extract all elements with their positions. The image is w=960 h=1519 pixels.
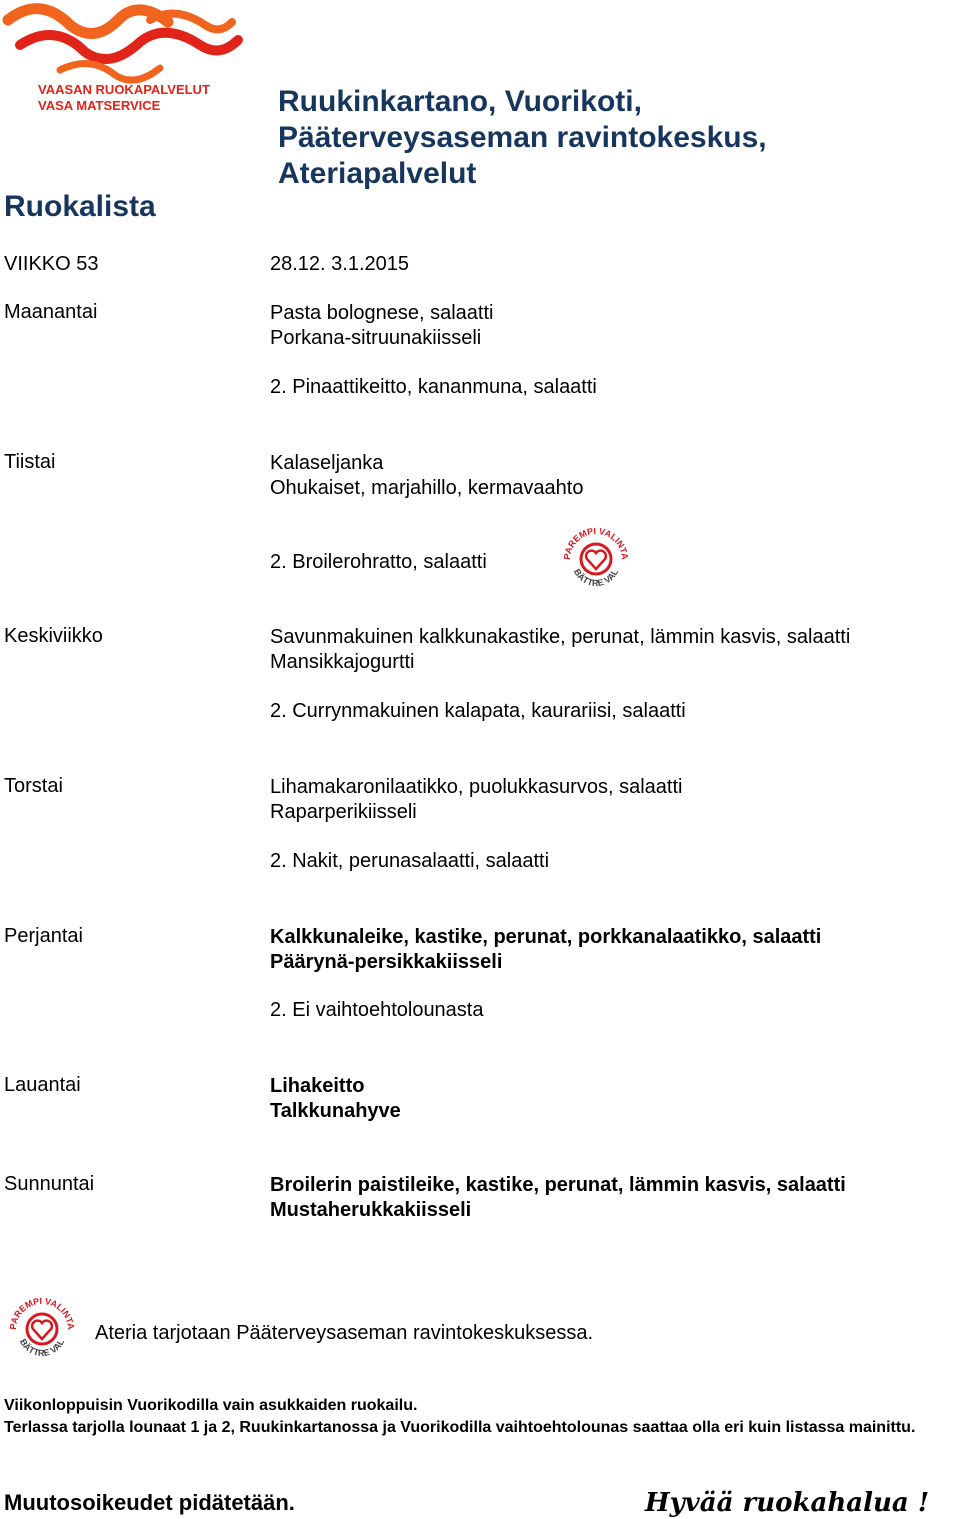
dish-line: Broilerin paistileike, kastike, perunat, lämmin kasvis, salaatti — [270, 1174, 846, 1196]
day-name: Sunnuntai — [4, 1173, 95, 1195]
dish-line: Päärynä-persikkakiisseli — [270, 951, 503, 973]
parempi-valinta-badge — [560, 522, 632, 594]
dish-line: Talkkunahyve — [270, 1100, 401, 1122]
day-name: Keskiviikko — [4, 625, 103, 647]
day-alternative-dish: 2. Pinaattikeitto, kananmuna, salaatti — [270, 376, 597, 398]
svg-text:BÄTTRE VAL: BÄTTRE VAL — [571, 567, 621, 589]
day-main-dish — [270, 775, 682, 825]
day-alternative-dish: 2. Broilerohratto, salaatti — [270, 551, 487, 573]
badge-note: Ateria tarjotaan Pääterveysaseman ravintokeskuksessa. — [95, 1322, 594, 1344]
dish-line: Lihamakaronilaatikko, puolukkasurvos, salaatti — [270, 776, 683, 798]
day-main-dish — [270, 625, 850, 675]
lunch-note: Terlassa tarjolla lounaat 1 ja 2, Ruukinkartanossa ja Vuorikodilla vaihtoehtolounas saattaa olla eri kuin listassa mainittu. — [4, 1419, 916, 1436]
parempi-valinta-badge — [6, 1292, 78, 1364]
dish-line: Savunmakuinen kalkkunakastike, perunat, lämmin kasvis, salaatti — [270, 626, 851, 648]
dish-line: Kalkkunaleike, kastike, perunat, porkkanalaatikko, salaatti — [270, 926, 822, 948]
dish-line: Ohukaiset, marjahillo, kermavaahto — [270, 477, 584, 499]
day-alternative-dish: 2. Nakit, perunasalaatti, salaatti — [270, 850, 550, 872]
dish-line: Lihakeitto — [270, 1075, 365, 1097]
greeting: Hyvää ruokahalua ! — [645, 1488, 930, 1518]
day-main-dish — [270, 1074, 401, 1124]
dish-line: Mustaherukkakiisseli — [270, 1199, 472, 1221]
logo-line1: VAASAN RUOKAPALVELUT — [38, 82, 210, 97]
day-alternative-dish: 2. Currynmakuinen kalapata, kaurariisi, salaatti — [270, 700, 686, 722]
svg-text:PAREMPI VALINTA: PAREMPI VALINTA — [7, 1295, 77, 1331]
weekend-note: Viikonloppuisin Vuorikodilla vain asukkaiden ruokailu. — [4, 1397, 418, 1414]
dish-line: Raparperikiisseli — [270, 801, 417, 823]
day-main-dish — [270, 1173, 846, 1223]
title-line-1: Ruukinkartano, Vuorikoti, — [278, 85, 642, 118]
day-main-dish — [270, 925, 821, 975]
svg-text:PAREMPI VALINTA: PAREMPI VALINTA — [561, 525, 631, 561]
page-title — [278, 84, 767, 192]
day-main-dish — [270, 301, 494, 351]
dish-line: Kalaseljanka — [270, 452, 384, 474]
day-name: Perjantai — [4, 925, 83, 947]
week-dates: 28.12. 3.1.2015 — [270, 253, 410, 275]
day-name: Maanantai — [4, 301, 98, 323]
day-name: Torstai — [4, 775, 63, 797]
day-name: Lauantai — [4, 1074, 81, 1096]
dish-line: Pasta bolognese, salaatti — [270, 302, 494, 324]
vaasan-ruokapalvelut-logo — [0, 0, 245, 118]
logo-line2: VASA MATSERVICE — [38, 98, 161, 113]
week-label: VIIKKO 53 — [4, 253, 99, 275]
dish-line: Mansikkajogurtti — [270, 651, 415, 673]
rights-reserved: Muutosoikeudet pidätetään. — [4, 1490, 295, 1515]
day-alternative-dish: 2. Ei vaihtoehtolounasta — [270, 999, 484, 1021]
dish-line: Porkana-sitruunakiisseli — [270, 327, 482, 349]
day-main-dish — [270, 451, 583, 501]
menu-heading: Ruokalista — [4, 190, 156, 223]
day-name: Tiistai — [4, 451, 56, 473]
svg-text:BÄTTRE VAL: BÄTTRE VAL — [17, 1337, 67, 1359]
title-line-2: Pääterveysaseman ravintokeskus, — [278, 121, 767, 154]
title-line-3: Ateriapalvelut — [278, 157, 477, 190]
